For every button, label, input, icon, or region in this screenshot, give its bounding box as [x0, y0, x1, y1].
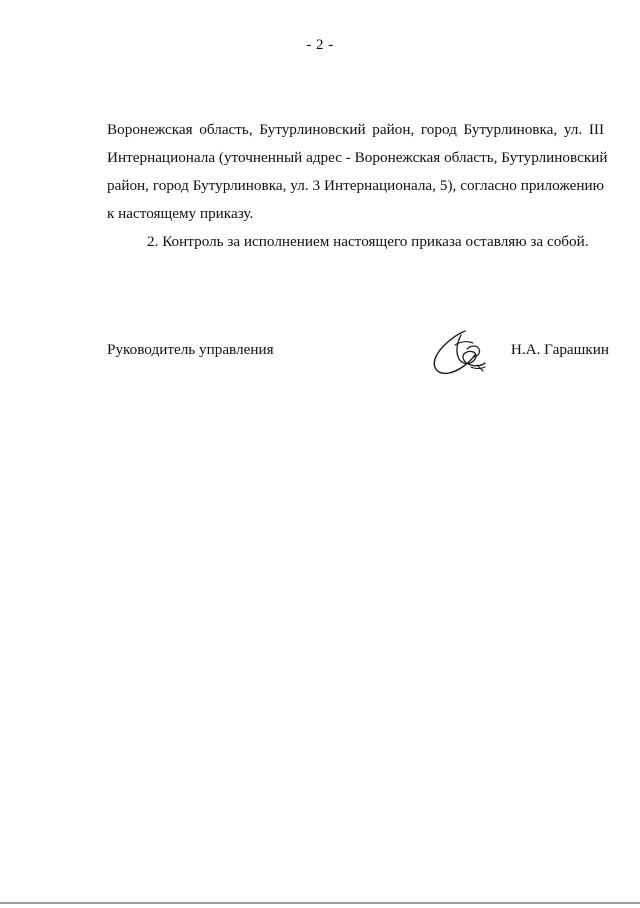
page-number: - 2 -: [306, 37, 334, 53]
paragraph-line: Воронежская область, Бутурлиновский район, город Бутурлиновка, ул. III: [107, 121, 604, 138]
document-body: [107, 116, 608, 256]
paragraph-address: [107, 116, 608, 228]
paragraph-line: район, город Бутурлиновка, ул. 3 Интернационала, 5), согласно приложению: [107, 177, 604, 194]
handwritten-signature: [425, 325, 489, 385]
paragraph-control: 2. Контроль за исполнением настоящего приказа оставляю за собой.: [147, 233, 589, 250]
signer-title: Руководитель управления: [107, 341, 274, 358]
paragraph-line: Интернационала (уточненный адрес - Воронежская область, Бутурлиновский: [107, 149, 608, 166]
page-bottom-edge: [0, 902, 640, 904]
paragraph-line: к настоящему приказу.: [107, 205, 254, 222]
signature-block: [107, 337, 609, 387]
signer-name: Н.А. Гарашкин: [510, 341, 609, 358]
